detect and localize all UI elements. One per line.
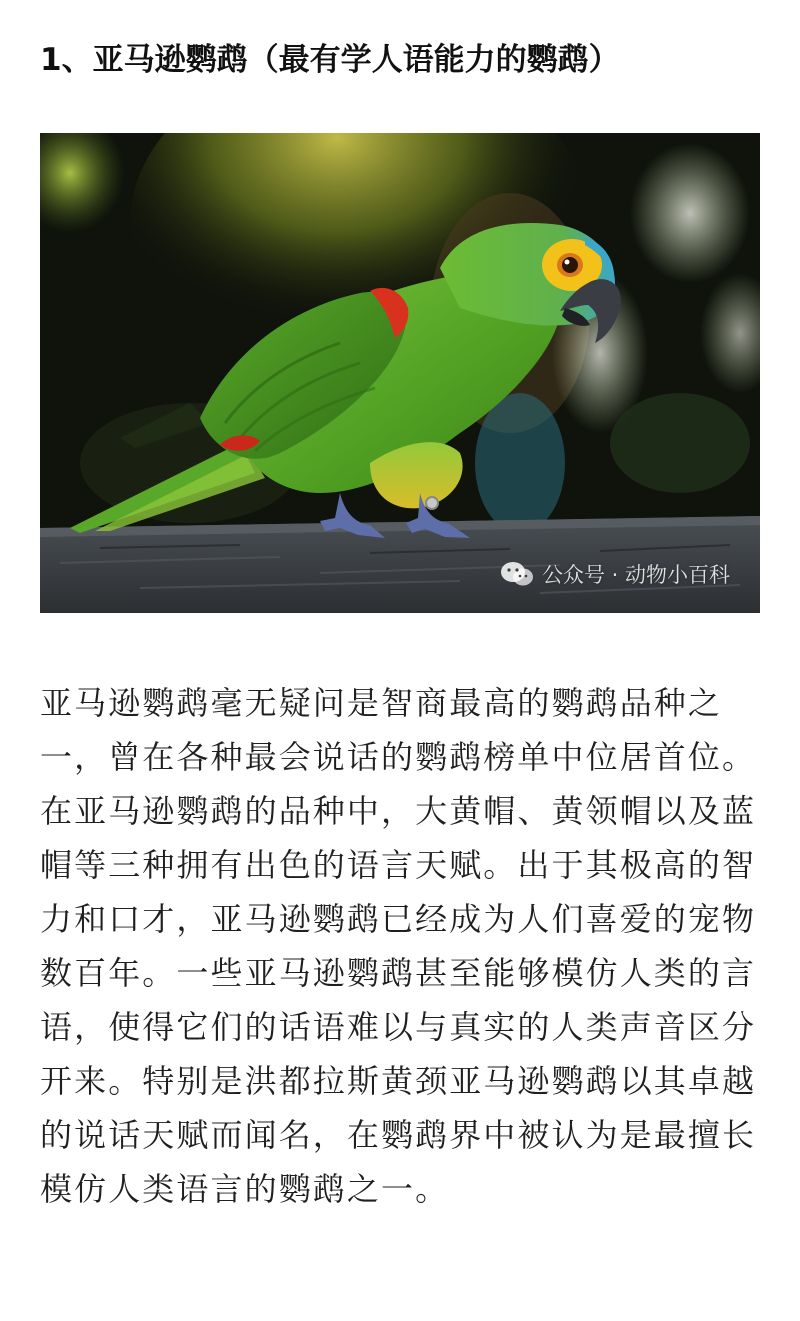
photo-watermark: [500, 559, 730, 589]
parrot-photo[interactable]: [40, 133, 760, 613]
article-heading: 1、亚马逊鹦鹉（最有学人语能力的鹦鹉）: [40, 42, 620, 78]
watermark-text: 公众号 · 动物小百科: [541, 563, 730, 587]
parrot-illustration: [40, 133, 760, 613]
wechat-icon: [500, 560, 534, 588]
article-paragraph: 亚马逊鹦鹉毫无疑问是智商最高的鹦鹉品种之一，曾在各种最会说话的鹦鹉榜单中位居首位。在亚马逊鹦鹉的品种中，大黄帽、黄领帽以及蓝帽等三种拥有出色的语言天赋。出于其极高的智力和口才，亚马逊鹦鹉已经成为人们喜爱的宠物数百年。一些亚马逊鹦鹉甚至能够模仿人类的言语，使得它们的话语难以与真实的人类声音区分开来。特别是洪都拉斯黄颈亚马逊鹦鹉以其卓越的说话天赋而闻名，在鹦鹉界中被认为是最擅长模仿人类语言的鹦鹉之一。: [40, 684, 757, 1208]
